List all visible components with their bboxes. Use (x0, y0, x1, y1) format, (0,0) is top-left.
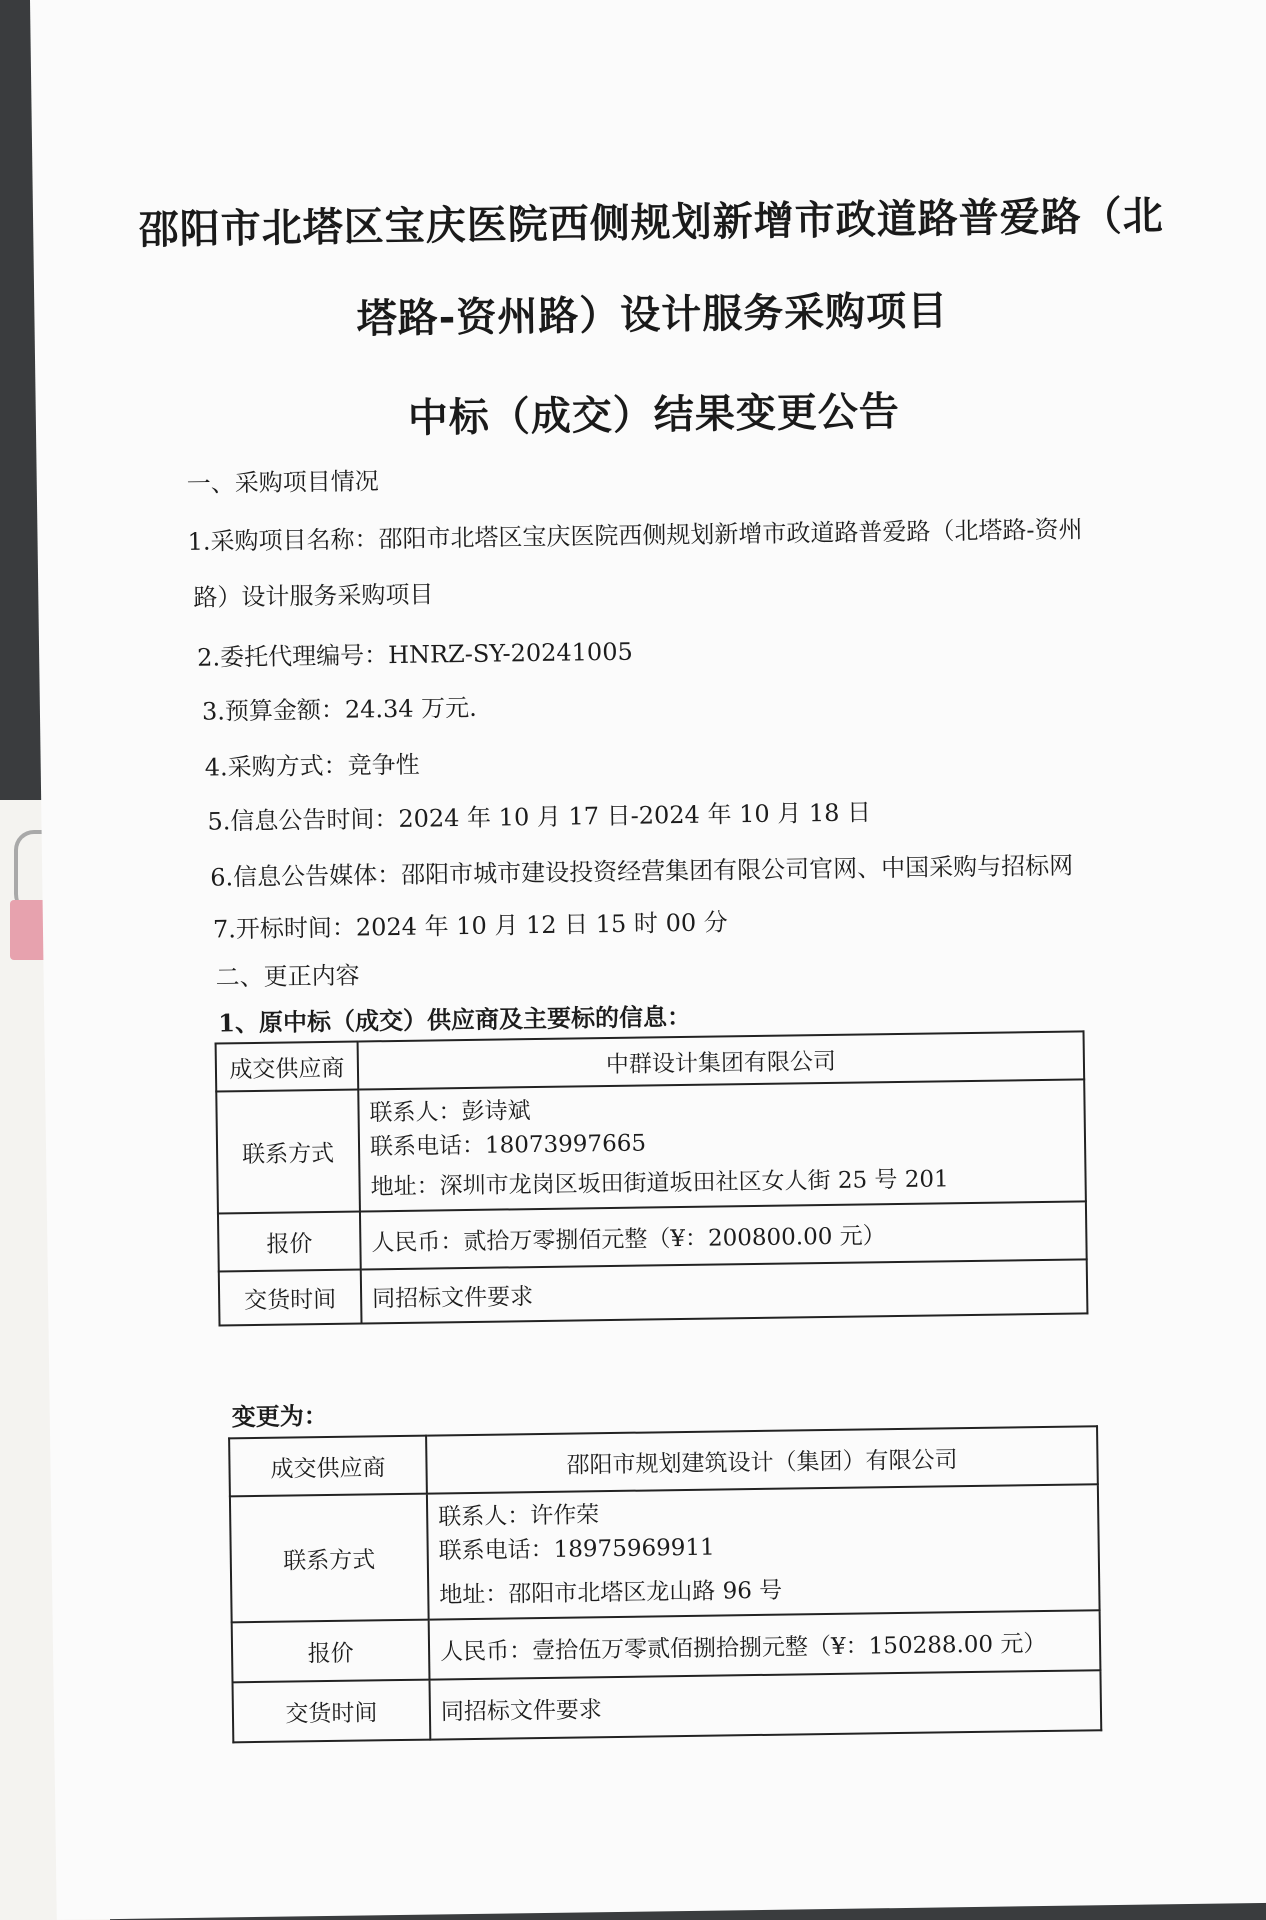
supplier-label: 成交供应商 (216, 1042, 359, 1092)
price-label: 报价 (232, 1620, 430, 1683)
supplier-name: 邵阳市规划建筑设计（集团）有限公司 (426, 1426, 1098, 1493)
table-row (219, 1259, 1088, 1325)
title-line-1: 邵阳市北塔区宝庆医院西侧规划新增市政道路普爱路（北 (138, 193, 1164, 254)
item-bid-opening: 7.开标时间：2024 年 10 月 12 日 15 时 00 分 (212, 908, 728, 944)
price-value: 人民币：壹拾伍万零贰佰捌拾捌元整（¥：150288.00 元） (429, 1610, 1101, 1679)
section-1-heading: 一、采购项目情况 (186, 467, 379, 498)
item-budget: 3.预算金额：24.34 万元. (201, 693, 477, 726)
item-agency-code: 2.委托代理编号：HNRZ-SY-20241005 (197, 637, 633, 672)
section-2-heading: 二、更正内容 (215, 961, 360, 992)
item-project-name-cont: 路）设计服务采购项目 (193, 580, 434, 612)
table-row (230, 1484, 1100, 1622)
original-supplier-table (215, 1030, 1089, 1326)
contact-person: 联系人：许作荣 (438, 1502, 600, 1531)
contact-cell (427, 1484, 1100, 1619)
delivery-value: 同招标文件要求 (429, 1670, 1101, 1739)
delivery-label: 交货时间 (219, 1270, 362, 1326)
change-heading: 变更为： (231, 1400, 328, 1432)
title-line-2: 塔路-资州路）设计服务采购项目 (356, 288, 949, 343)
contact-label: 联系方式 (216, 1090, 360, 1214)
contact-phone: 联系电话：18975969911 (438, 1534, 715, 1565)
supplier-name: 中群设计集团有限公司 (358, 1031, 1085, 1089)
contact-address: 地址：深圳市龙岗区坂田街道坂田社区女人街 25 号 201 (370, 1166, 949, 1201)
delivery-value: 同招标文件要求 (361, 1259, 1088, 1323)
item-project-name: 1.采购项目名称：邵阳市北塔区宝庆医院西侧规划新增市政道路普爱路（北塔路-资州 (187, 515, 1083, 556)
item-procurement-method: 4.采购方式：竞争性 (204, 750, 420, 782)
original-info-heading: 1、原中标（成交）供应商及主要标的信息： (218, 1001, 692, 1038)
changed-supplier-table (228, 1425, 1102, 1743)
table-row (216, 1079, 1086, 1213)
contact-label: 联系方式 (230, 1494, 429, 1623)
contact-person: 联系人：彭诗斌 (369, 1098, 531, 1127)
item-notice-time: 5.信息公告时间：2024 年 10 月 17 日-2024 年 10 月 18 日 (207, 798, 872, 836)
contact-cell (358, 1079, 1086, 1211)
supplier-label: 成交供应商 (229, 1436, 427, 1497)
table-row (233, 1670, 1102, 1742)
price-value: 人民币：贰拾万零捌佰元整（¥：200800.00 元） (360, 1201, 1087, 1269)
title-line-3: 中标（成交）结果变更公告 (407, 388, 901, 442)
item-notice-media: 6.信息公告媒体：邵阳市城市建设投资经营集团有限公司官网、中国采购与招标网 (210, 851, 1074, 892)
delivery-label: 交货时间 (233, 1680, 431, 1743)
contact-phone: 联系电话：18073997665 (369, 1130, 647, 1161)
document-sheet (30, 0, 1266, 1920)
contact-address: 地址：邵阳市北塔区龙山路 96 号 (439, 1577, 783, 1609)
price-label: 报价 (218, 1212, 361, 1272)
